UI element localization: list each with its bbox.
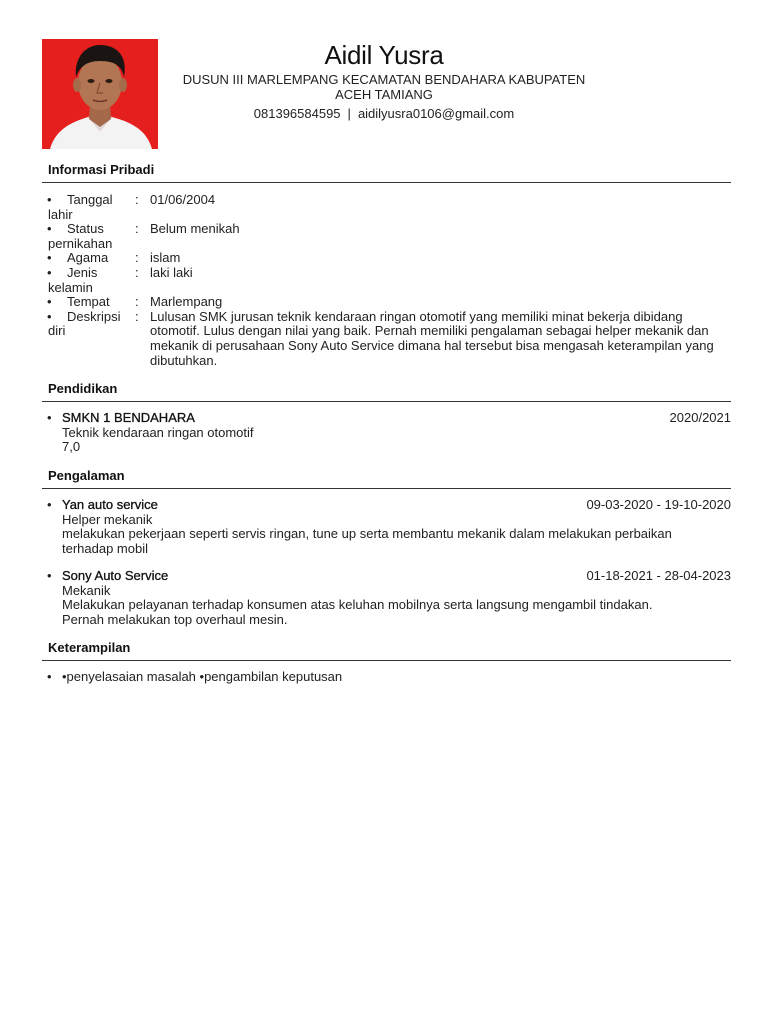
section-divider	[42, 488, 731, 489]
skill-item	[42, 670, 731, 685]
section-divider	[42, 182, 731, 183]
company-name: Sony Auto Service	[62, 568, 169, 583]
info-row-religion	[42, 251, 731, 266]
experience-item	[42, 569, 731, 627]
section-title: Informasi Pribadi	[48, 162, 155, 177]
info-label: Deskripsi diri	[48, 308, 121, 339]
info-value: islam	[150, 250, 181, 266]
bullet-icon: •	[47, 410, 52, 425]
address-line-1: DUSUN III MARLEMPANG KECAMATAN BENDAHARA KABUPATEN	[182, 72, 586, 87]
info-value: Belum menikah	[150, 221, 240, 237]
info-row-gender	[42, 266, 731, 295]
info-label: Tanggal lahir	[48, 192, 113, 222]
contact-separator: |	[347, 106, 351, 121]
info-label: Tempat	[67, 294, 110, 310]
education-list	[42, 411, 731, 455]
section-divider	[42, 660, 731, 661]
education-item	[42, 411, 731, 455]
contact-line	[180, 106, 588, 122]
school-name: SMKN 1 BENDAHARA	[62, 410, 195, 425]
skill-text: •penyelasaian masalah •pengambilan keputusan	[62, 669, 343, 684]
job-role: Helper mekanik	[62, 511, 153, 527]
colon: :	[135, 308, 139, 324]
email-address: aidilyusra0106@gmail.com	[357, 106, 515, 121]
colon: :	[135, 294, 139, 310]
bullet-icon: •	[47, 250, 52, 266]
section-skills	[42, 639, 731, 661]
info-row-description	[42, 310, 731, 368]
company-name: Yan auto service	[62, 497, 158, 512]
personal-info-list	[42, 193, 731, 368]
colon: :	[135, 192, 139, 207]
education-grade: 7,0	[62, 439, 81, 455]
bullet-icon: •	[47, 221, 52, 237]
phone-number: 081396584595	[253, 106, 341, 121]
info-value: 01/06/2004	[150, 192, 216, 207]
experience-date: 01-18-2021 - 28-04-2023	[586, 568, 731, 583]
section-experience	[42, 467, 731, 489]
info-label: Status pernikahan	[48, 221, 113, 251]
info-label: Jenis kelamin	[48, 264, 98, 295]
resume-header	[180, 38, 588, 122]
colon: :	[135, 264, 139, 280]
info-value: Marlempang	[150, 294, 223, 310]
section-personal-info	[42, 161, 731, 183]
info-row-marital-status	[42, 222, 731, 251]
bullet-icon: •	[47, 192, 52, 207]
person-portrait	[42, 39, 158, 149]
colon: :	[135, 221, 139, 237]
section-divider	[42, 401, 731, 402]
skills-list	[42, 670, 731, 685]
info-row-birthdate	[42, 193, 731, 222]
bullet-icon: •	[47, 669, 52, 684]
profile-photo	[42, 39, 158, 149]
bullet-icon: •	[47, 568, 52, 583]
experience-date: 09-03-2020 - 19-10-2020	[586, 497, 731, 512]
info-value: Lulusan SMK jurusan teknik kendaraan ringan otomotif yang memiliki minat bekerja dibidang otomotif. Lulus dengan nilai yang baik. Pernah memiliki pengalaman sebagai helper mekanik dan mekanik di perusahaan Sony Auto Service dimana hal tersebut bisa mengasah keterampilan yang dibutuhkan.	[150, 308, 714, 368]
education-date: 2020/2021	[669, 410, 731, 425]
job-description: melakukan pekerjaan seperti servis ringan, tune up serta membantu mekanik dalam melakukan perbaikan terhadap mobil	[62, 526, 672, 556]
section-title: Pendidikan	[48, 381, 118, 396]
section-title: Pengalaman	[48, 468, 125, 483]
experience-list	[42, 498, 731, 556]
job-role: Mekanik	[62, 582, 111, 598]
address-line-2: ACEH TAMIANG	[335, 87, 433, 102]
info-value: laki laki	[150, 264, 193, 280]
info-label: Agama	[67, 250, 109, 266]
section-education	[42, 380, 731, 402]
colon: :	[135, 250, 139, 266]
candidate-name: Aidil Yusra	[324, 40, 444, 70]
section-title: Keterampilan	[48, 640, 131, 655]
experience-list-2	[42, 569, 731, 627]
job-description: Melakukan pelayanan terhadap konsumen atas keluhan mobilnya serta langsung mengambil tindakan. Pernah melakukan top overhaul mesin.	[62, 597, 653, 627]
bullet-icon: •	[47, 264, 52, 280]
bullet-icon: •	[47, 294, 52, 310]
bullet-icon: •	[47, 308, 52, 324]
education-major: Teknik kendaraan ringan otomotif	[62, 424, 254, 440]
bullet-icon: •	[47, 497, 52, 512]
info-row-place	[42, 295, 731, 310]
experience-item	[42, 498, 731, 556]
